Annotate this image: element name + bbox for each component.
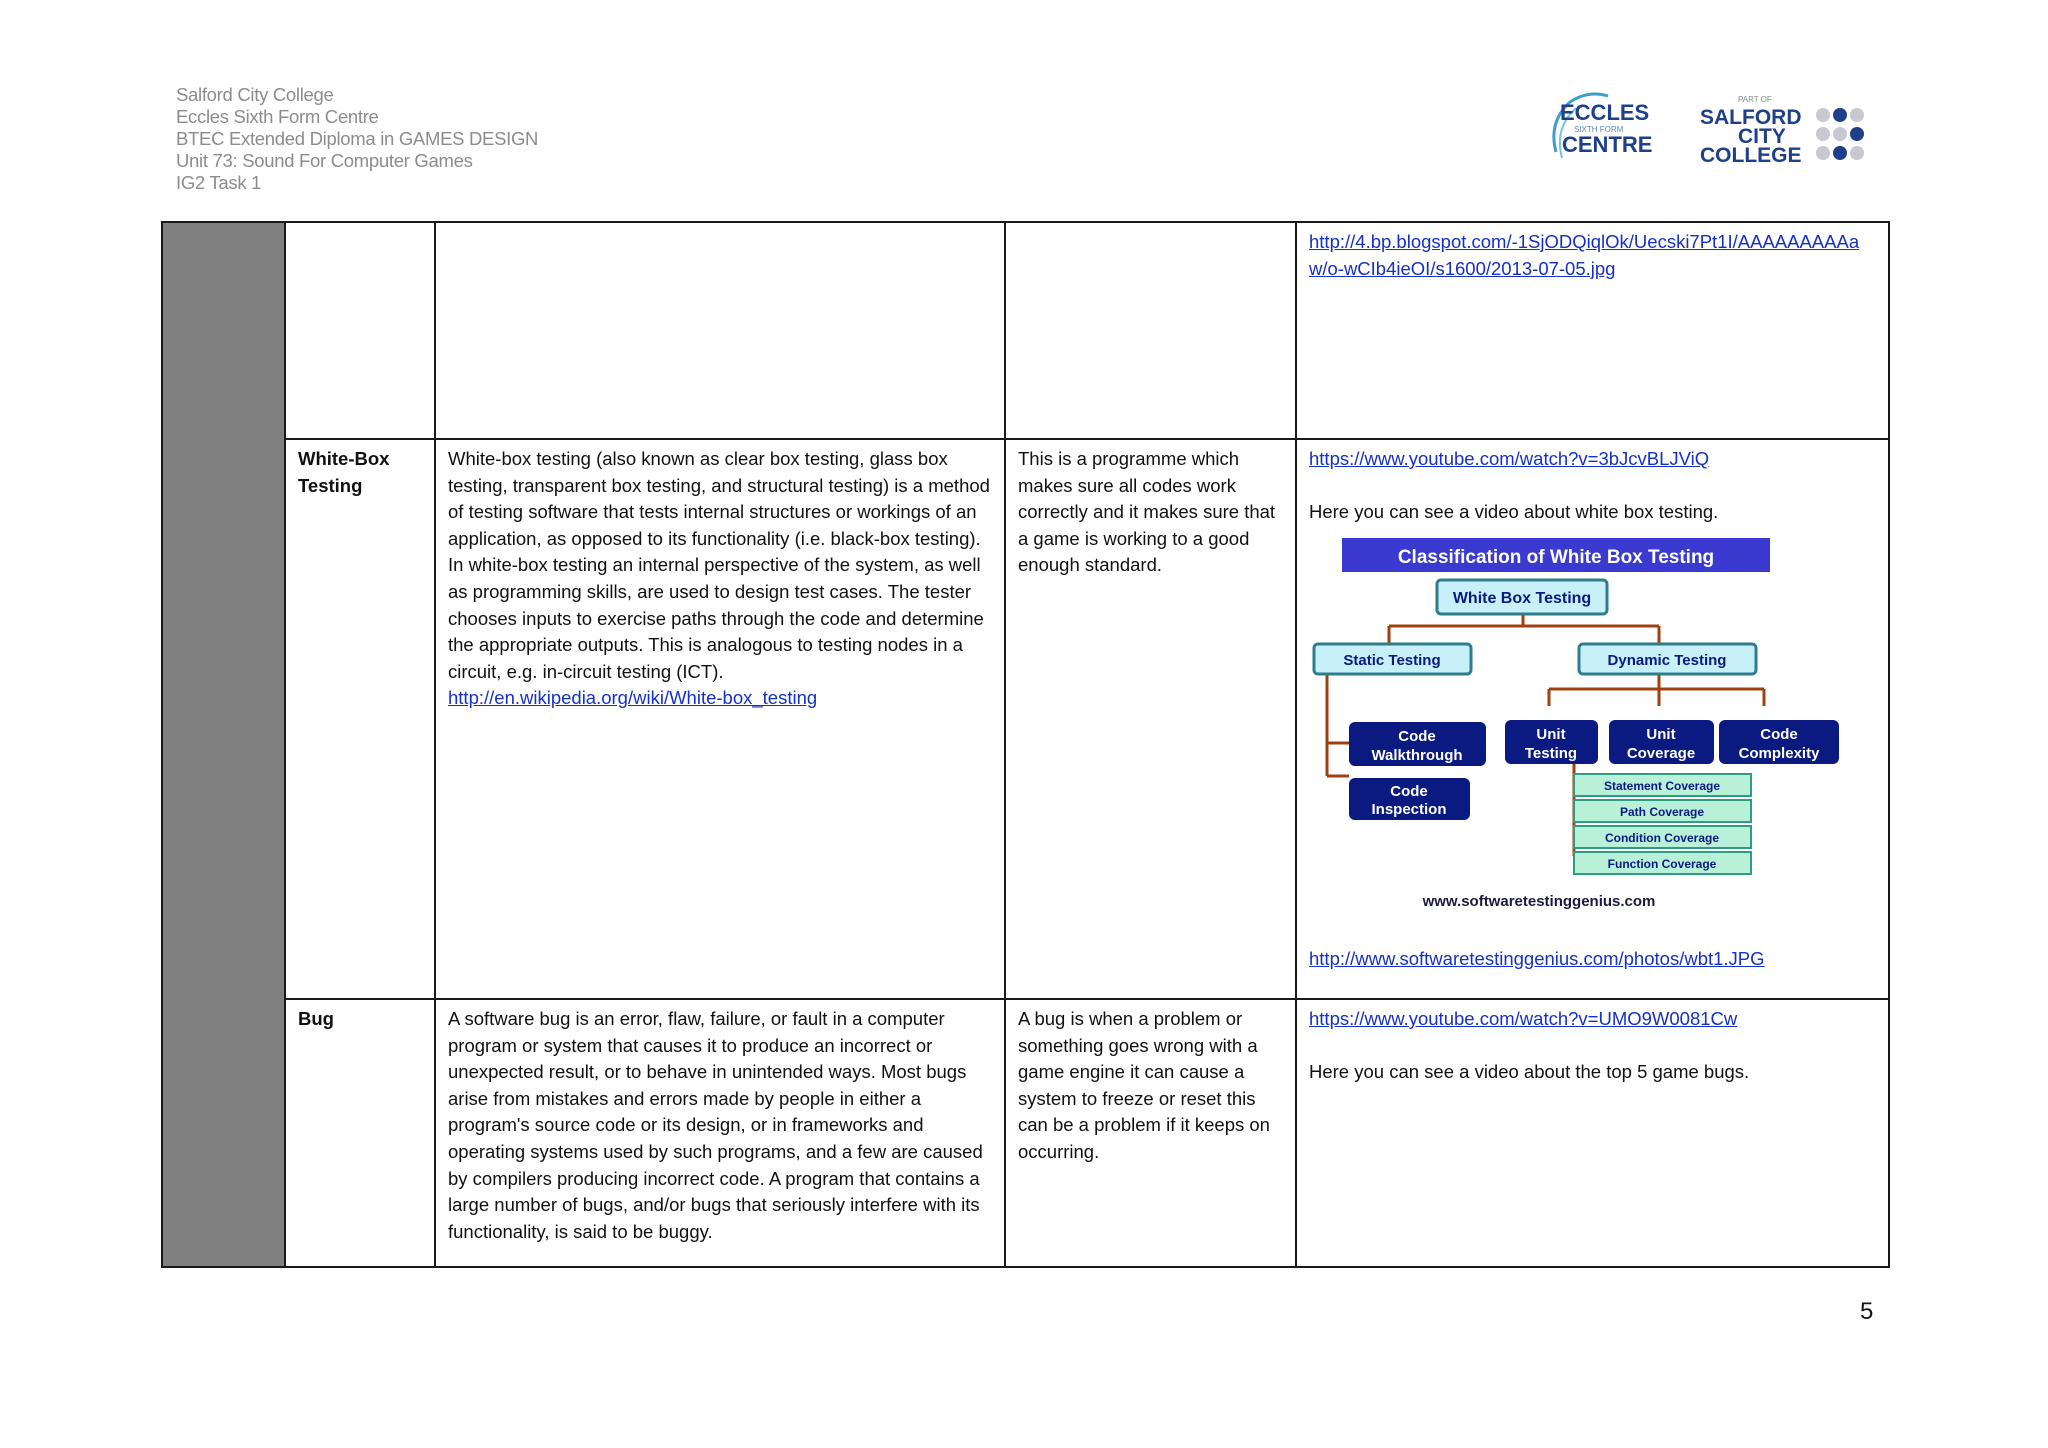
eccles-centre-logo bbox=[1548, 92, 1658, 166]
svg-text:Complexity: Complexity bbox=[1738, 744, 1820, 762]
explanation-cell: A bug is when a problem or something goes wrong with a game engine it can cause a system to freeze or reset this can be a problem if it keeps on occurring. bbox=[1005, 999, 1296, 1267]
table-row bbox=[162, 999, 1889, 1267]
salford-city-college-logo bbox=[1698, 90, 1868, 170]
header-course: BTEC Extended Diploma in GAMES DESIGN bbox=[176, 128, 539, 149]
svg-text:Coverage: Coverage bbox=[1626, 744, 1696, 762]
svg-text:Dynamic Testing: Dynamic Testing bbox=[1607, 651, 1727, 669]
term-cell: White-Box Testing bbox=[285, 439, 435, 999]
svg-text:PART OF: PART OF bbox=[1738, 95, 1772, 104]
header-centre: Eccles Sixth Form Centre bbox=[176, 106, 379, 127]
explanation-cell: This is a programme which makes sure all codes work correctly and it makes sure that a game is working to a good enough standard. bbox=[1005, 439, 1296, 999]
header-task: IG2 Task 1 bbox=[176, 172, 262, 193]
grey-margin-column bbox=[162, 222, 285, 1267]
svg-text:CITY: CITY bbox=[1738, 125, 1786, 148]
svg-text:Walkthrough: Walkthrough bbox=[1371, 746, 1463, 764]
resources-cell bbox=[1296, 222, 1889, 439]
header-logos bbox=[1548, 90, 1868, 170]
wikipedia-link[interactable]: http://en.wikipedia.org/wiki/White-box_testing bbox=[448, 687, 818, 709]
svg-text:SALFORD: SALFORD bbox=[1700, 106, 1802, 129]
resources-cell bbox=[1296, 999, 1889, 1267]
diagram-title: Classification of White Box Testing bbox=[1397, 546, 1715, 568]
svg-text:Unit: Unit bbox=[1536, 725, 1566, 743]
svg-text:COLLEGE: COLLEGE bbox=[1700, 144, 1802, 167]
definition-cell bbox=[435, 439, 1005, 999]
header-college: Salford City College bbox=[176, 84, 334, 105]
svg-text:Code: Code bbox=[1760, 725, 1798, 743]
svg-text:White Box Testing: White Box Testing bbox=[1452, 589, 1592, 607]
coverage-list bbox=[1574, 774, 1751, 874]
image-link[interactable]: http://www.softwaretestinggenius.com/photos/wbt1.JPG bbox=[1309, 947, 1765, 969]
svg-text:Condition Coverage: Condition Coverage bbox=[1604, 830, 1720, 845]
resource-note: Here you can see a video about white box testing. bbox=[1309, 501, 1719, 523]
definition-cell bbox=[435, 222, 1005, 439]
diagram-watermark: www.softwaretestinggenius.com bbox=[1422, 892, 1656, 910]
definition-text: White-box testing (also known as clear box testing, glass box testing, transparent box testing, and structural testing) is a method of testing software that tests internal structures or workings of an application, as opposed to its functionality (i.e. black-box testing). In white-box testing an internal perspective of the system, as well as programming skills, are used to design test cases. The tester chooses inputs to exercise paths through the code and determine the appropriate outputs. This is analogous to testing nodes in a circuit, e.g. in-circuit testing (ICT). bbox=[448, 448, 990, 682]
svg-text:Code: Code bbox=[1398, 727, 1436, 745]
svg-text:CENTRE: CENTRE bbox=[1562, 132, 1653, 157]
youtube-link[interactable]: https://www.youtube.com/watch?v=3bJcvBLJViQ bbox=[1309, 448, 1710, 469]
resource-note: Here you can see a video about the top 5 game bugs. bbox=[1309, 1061, 1750, 1083]
svg-text:ECCLES: ECCLES bbox=[1560, 100, 1650, 125]
svg-text:Testing: Testing bbox=[1524, 744, 1578, 762]
svg-text:Static Testing: Static Testing bbox=[1343, 651, 1441, 669]
table-row bbox=[162, 222, 1889, 439]
term-cell bbox=[285, 222, 435, 439]
page-number: 5 bbox=[1860, 1298, 1874, 1325]
explanation-cell bbox=[1005, 222, 1296, 439]
svg-text:Unit: Unit bbox=[1646, 725, 1676, 743]
youtube-link[interactable]: https://www.youtube.com/watch?v=UMO9W0081Cw bbox=[1309, 1008, 1738, 1029]
svg-text:Statement Coverage: Statement Coverage bbox=[1603, 778, 1721, 793]
svg-text:Code: Code bbox=[1390, 782, 1428, 800]
glossary-table bbox=[161, 221, 1890, 1268]
definition-cell: A software bug is an error, flaw, failure, or fault in a computer program or system that causes it to produce an incorrect or unexpected result, or to behave in unintended ways. Most bugs arise from mistakes and errors made by people in either a program's source code or its design, or in frameworks and operating systems used by such programs, and a few are caused by compilers producing incorrect code. A program that contains a large number of bugs, and/or bugs that seriously interfere with its functionality, is said to be buggy. bbox=[435, 999, 1005, 1267]
svg-text:Path Coverage: Path Coverage bbox=[1619, 804, 1705, 819]
svg-text:SIXTH FORM: SIXTH FORM bbox=[1574, 125, 1624, 134]
document-header bbox=[176, 84, 538, 194]
table-row bbox=[162, 439, 1889, 999]
svg-text:Function Coverage: Function Coverage bbox=[1607, 856, 1717, 871]
resources-cell bbox=[1296, 439, 1889, 999]
image-link[interactable]: http://4.bp.blogspot.com/-1SjODQiqlOk/Uecski7Pt1I/AAAAAAAAAaw/o-wCIb4ieOI/s1600/2013-07-05.jpg bbox=[1309, 231, 1860, 279]
white-box-classification-image bbox=[1309, 536, 1849, 946]
white-box-diagram bbox=[1309, 536, 1849, 946]
svg-text:Inspection: Inspection bbox=[1371, 800, 1447, 818]
header-unit: Unit 73: Sound For Computer Games bbox=[176, 150, 473, 171]
term-cell: Bug bbox=[285, 999, 435, 1267]
